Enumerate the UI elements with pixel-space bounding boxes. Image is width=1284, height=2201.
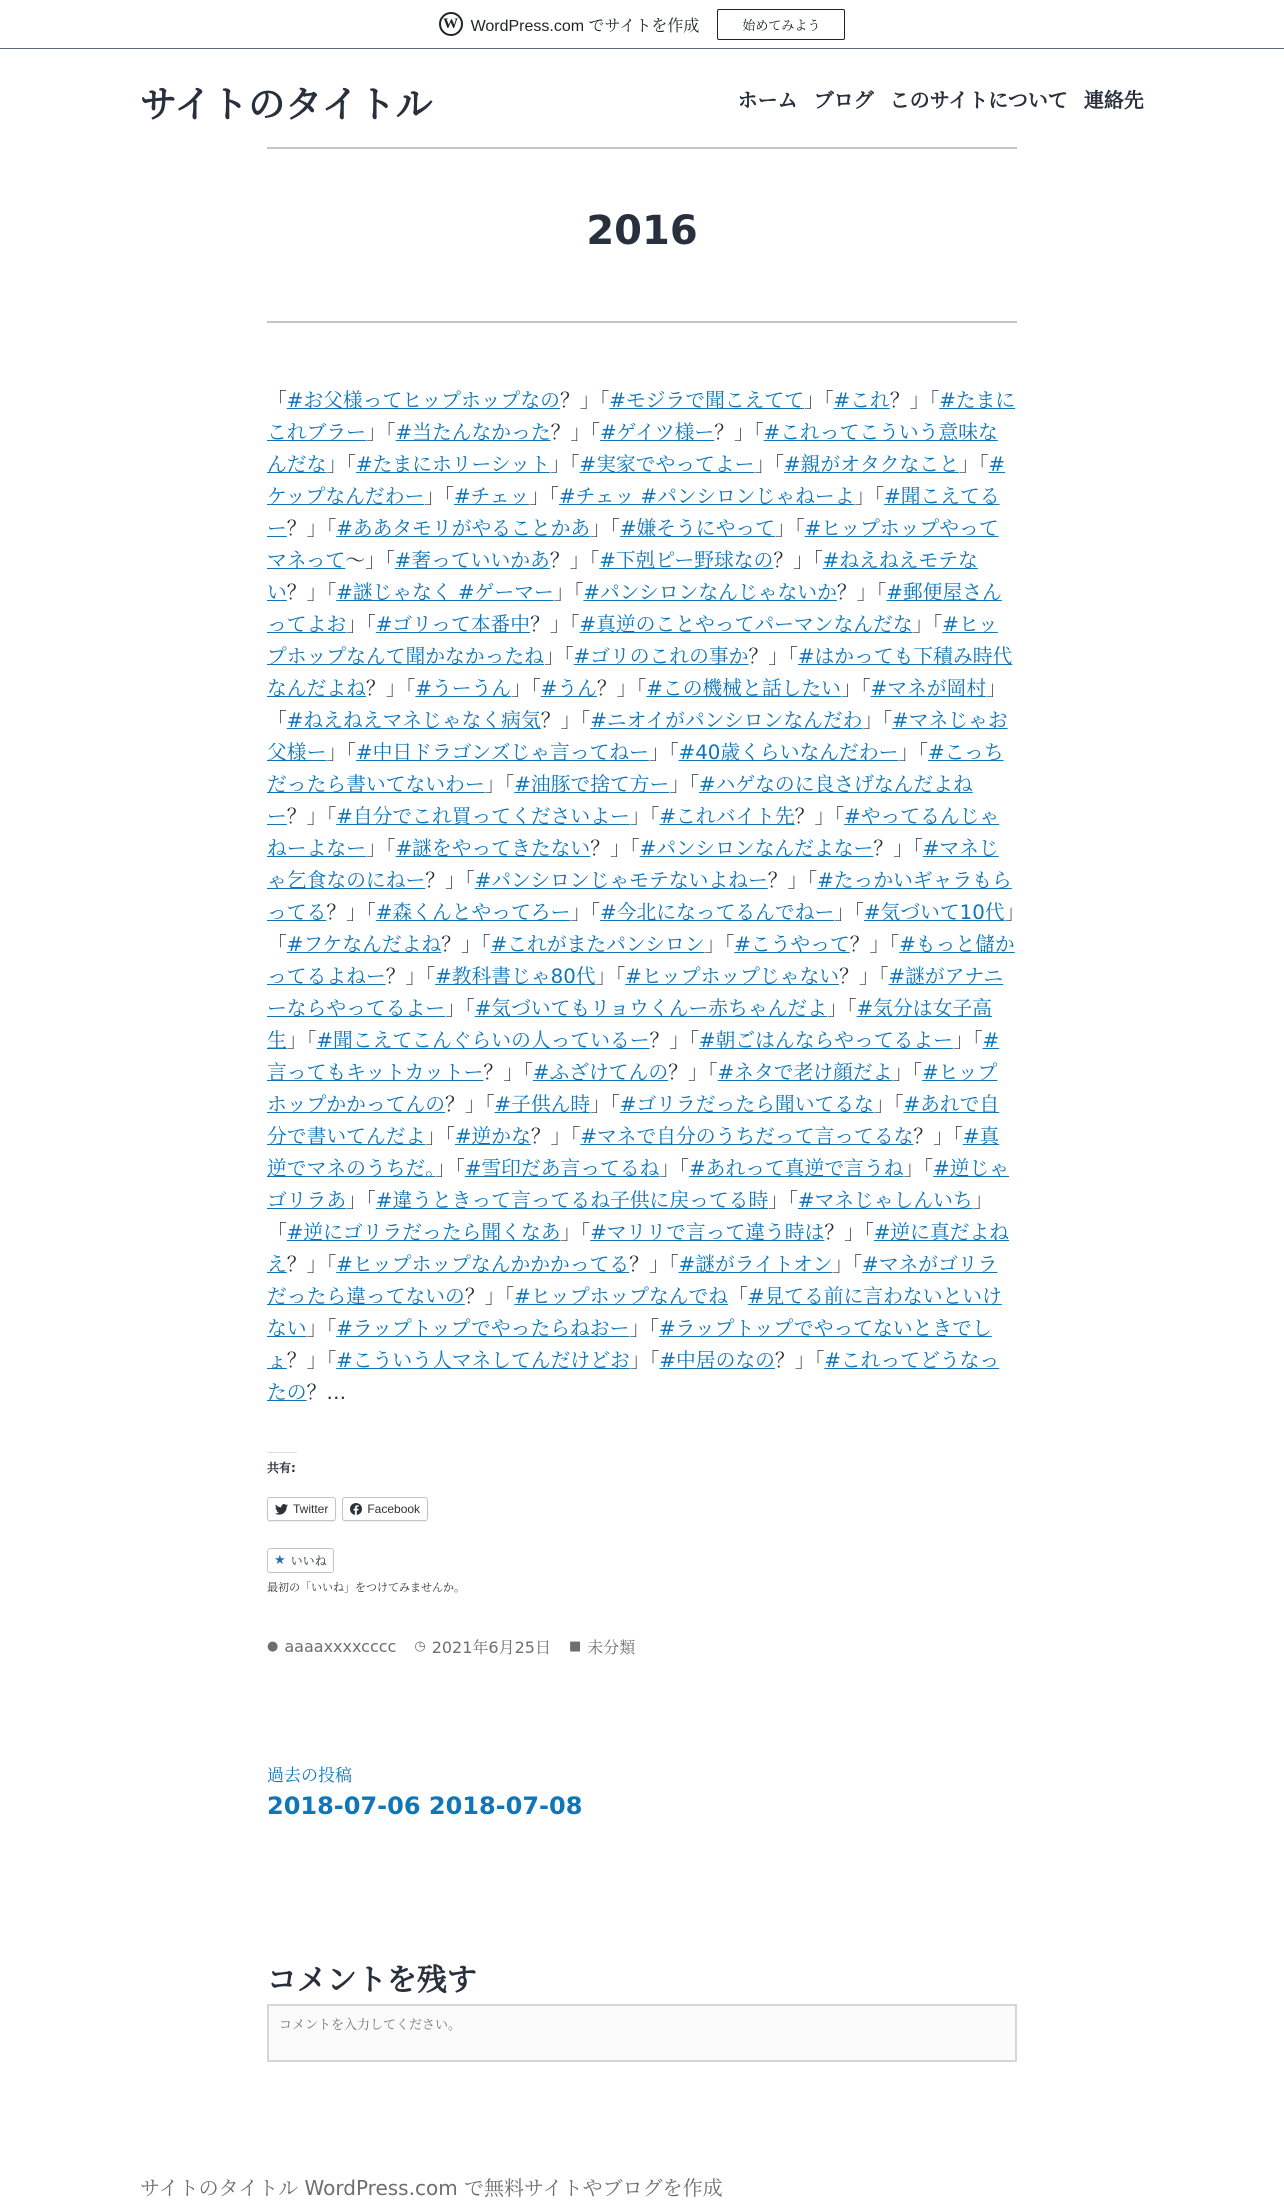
get-started-button[interactable]: 始めてみよう <box>717 9 845 40</box>
entry-text: 」「 <box>704 933 735 956</box>
entry-text: 」「 <box>425 1125 455 1148</box>
hashtag-link[interactable]: #下剋ピー野球なの <box>599 549 774 572</box>
entry-text: 「 <box>267 389 287 412</box>
entry-text: 」「 <box>754 453 785 476</box>
hashtag-link[interactable]: #ねえねえマネじゃなく病気 <box>286 709 541 732</box>
entry-text: 」「 <box>768 1189 798 1212</box>
entry-text: 」「 <box>912 613 943 636</box>
entry-text: ？」「 <box>913 1125 963 1148</box>
hashtag-link[interactable]: #逆じゃゴリラあ <box>267 1157 1010 1212</box>
hashtag-link[interactable]: #チェッ <box>453 485 530 508</box>
entry-text: 」「 <box>424 485 454 508</box>
entry-text: 」「 <box>484 773 515 796</box>
hashtag-link[interactable]: #これってこういう意味なんだな <box>267 421 998 476</box>
entry-text: 」「 <box>898 741 929 764</box>
hashtag-link[interactable]: #逆に真だよねえ <box>267 1221 1010 1276</box>
hashtag-link[interactable]: #謎がライトオン <box>678 1253 833 1276</box>
hashtag-link[interactable]: #もっと儲かってるよねー <box>267 933 1015 988</box>
hashtag-link[interactable]: #森くんとやってろー <box>375 901 571 924</box>
star-icon: ★ <box>274 1553 286 1568</box>
entry-text: ？」「 <box>550 421 601 444</box>
like-note: 最初の「いいね」をつけてみませんか。 <box>267 1581 465 1594</box>
hashtag-link[interactable]: #ゲイツ様ー <box>600 421 715 444</box>
hashtag-link[interactable]: #謎じゃなく #ゲーマー <box>336 581 554 604</box>
hashtag-link[interactable]: #見てる前に言わないといけない <box>267 1285 1002 1340</box>
nav-item-about[interactable]: このサイトについて <box>889 88 1068 112</box>
hashtag-link[interactable]: #ヒップホップじゃない <box>625 965 840 988</box>
hashtag-link[interactable]: #雪印だあ言ってるね <box>464 1157 660 1180</box>
entry-text: ？」「 <box>445 1093 495 1116</box>
person-icon: ● <box>267 1639 279 1654</box>
entry-text: ？」「 <box>748 645 798 668</box>
share-twitter-label: Twitter <box>293 1502 329 1516</box>
share-facebook-label: Facebook <box>367 1502 421 1516</box>
hashtag-link[interactable]: #ケップなんだわー <box>267 453 1006 508</box>
hashtag-link[interactable]: #マネじゃお父様ー <box>267 709 1008 764</box>
hashtag-link[interactable]: #パンシロンなんじゃないか <box>583 581 837 604</box>
hashtag-link[interactable]: #聞こえてるー <box>267 485 1000 540</box>
hashtag-link[interactable]: #チェッ #パンシロンじゃねーよ <box>558 485 855 508</box>
hashtag-link[interactable]: #ヒップホップなんかかかってる <box>336 1253 630 1276</box>
category-link[interactable]: 未分類 <box>587 1638 636 1657</box>
entry-text: ？」「 <box>794 805 845 828</box>
hashtag-link[interactable]: #当たんなかった <box>395 421 551 444</box>
hashtag-link[interactable]: #モジラで聞こえてて <box>609 389 804 412</box>
entry-text: ？」「 <box>483 1061 533 1084</box>
hashtag-link[interactable]: #ゴリのこれの事か <box>573 645 749 668</box>
wordpress-logo-icon: W <box>439 12 463 36</box>
hashtag-link[interactable]: #油豚で捨て方ー <box>514 773 670 796</box>
primary-nav <box>738 84 1144 113</box>
entry-text: ？… <box>306 1381 347 1404</box>
entry-text: 」「 <box>365 837 396 860</box>
hashtag-link[interactable]: #ヒップホップかかってんの <box>267 1061 998 1116</box>
entry-text: ？」「 <box>714 421 764 444</box>
entry-text: 」「 <box>346 613 376 636</box>
nav-item-contact[interactable]: 連絡先 <box>1084 88 1144 112</box>
entry-text: 」「 <box>553 581 584 604</box>
entry-text: ？」「 <box>530 1125 581 1148</box>
entry-text: 」「 <box>629 805 660 828</box>
hashtag-link[interactable]: #子供ん時 <box>494 1093 591 1116</box>
entry-text: ？」「 <box>824 1221 874 1244</box>
hashtag-link[interactable]: #逆かな <box>454 1125 531 1148</box>
entry-text: ～」「 <box>345 549 395 572</box>
hashtag-link[interactable]: #ヒップホップなんて聞かなかったね <box>267 613 998 668</box>
entry-text: ？」「 <box>286 1349 337 1372</box>
entry-text: 」「 <box>529 485 559 508</box>
wordpress-bar <box>0 0 1284 49</box>
entry-text: ？」「 <box>530 613 580 636</box>
hashtag-link[interactable]: #聞こえてこんぐらいの人っているー <box>316 1029 650 1052</box>
clock-icon: ◷ <box>414 1639 426 1654</box>
hashtag-link[interactable]: #こうやって <box>734 933 850 956</box>
meta-author <box>267 1635 396 1658</box>
entry-text: 」「 <box>570 901 601 924</box>
entry-text: ？」「 <box>767 869 818 892</box>
entry-text: 」「 <box>648 741 679 764</box>
hashtag-link[interactable]: #親がオタクなこと <box>784 453 959 476</box>
hashtag-link[interactable]: #マネが岡村 <box>870 677 987 700</box>
author-link[interactable]: aaaaxxxxcccc <box>284 1637 397 1656</box>
entry-meta <box>267 1635 635 1658</box>
hashtag-link[interactable]: #ねえねえモテない <box>267 549 978 604</box>
hashtag-link[interactable]: #あれって真逆で言うね <box>689 1157 904 1180</box>
hashtag-link[interactable]: #パンシロンじゃモテないよねー <box>474 869 768 892</box>
entry-text: ？」「 <box>441 933 491 956</box>
hashtag-link[interactable]: #謎がアナニーならやってるよー <box>267 965 1004 1020</box>
share-title: 共有: <box>267 1452 297 1476</box>
entry-text: 」「 <box>862 709 893 732</box>
hashtag-link[interactable]: #マネがゴリラだったら違ってないの <box>267 1253 998 1308</box>
entry-text: 」「 <box>445 997 475 1020</box>
entry-text: 」「 <box>832 1253 863 1276</box>
hashtag-link[interactable]: #お父様ってヒップホップなの <box>286 389 560 412</box>
hashtag-link[interactable]: #言ってもキットカットー <box>267 1029 1000 1084</box>
entry-text: ？」「 <box>773 549 823 572</box>
entry-text: ？」「 <box>629 1253 679 1276</box>
entry-text: 」「 <box>511 677 541 700</box>
entry-text: 」「 <box>560 1221 591 1244</box>
share-facebook-button[interactable] <box>342 1497 428 1521</box>
divider-bottom <box>267 321 1017 323</box>
nav-item-home[interactable]: ホーム <box>737 88 798 112</box>
entry-content <box>267 385 1017 1409</box>
entry-text: ？」「 <box>425 869 475 892</box>
hashtag-link[interactable]: #ヒップホップやってマネって <box>267 517 999 572</box>
wordpress-brand-text: WordPress.com でサイトを作成 <box>470 17 700 35</box>
hashtag-link[interactable]: #中日ドラゴンズじゃ言ってねー <box>356 741 649 764</box>
hashtag-link[interactable]: #うーうん <box>415 677 512 700</box>
meta-category <box>569 1635 635 1658</box>
hashtag-link[interactable]: #ハゲなのに良さげなんだよねー <box>267 773 973 828</box>
nav-item-blog[interactable]: ブログ <box>813 88 874 112</box>
date-link[interactable]: 2021年6月25日 <box>431 1638 551 1657</box>
hashtag-link[interactable]: #自分でこれ買ってくださいよー <box>336 805 630 828</box>
previous-post-label[interactable]: 過去の投稿 <box>267 1766 352 1786</box>
hashtag-link[interactable]: #これバイト先 <box>659 805 795 828</box>
entry-text: 」「 <box>267 1189 993 1244</box>
hashtag-link[interactable]: #奢っていいかあ <box>394 549 550 572</box>
hashtag-link[interactable]: #こっちだったら書いてないわー <box>267 741 1004 796</box>
hashtag-link[interactable]: #違うときって言ってるね子供に戻ってる時 <box>375 1189 769 1212</box>
hashtag-link[interactable]: #たっかいギャラもらってる <box>267 869 1012 924</box>
hashtag-link[interactable]: #真逆のことやってパーマンなんだな <box>579 613 913 636</box>
hashtag-link[interactable]: #謎をやってきたない <box>395 837 591 860</box>
hashtag-link[interactable]: #フケなんだよね <box>286 933 442 956</box>
hashtag-link[interactable]: #逆にゴリラだったら聞くなあ <box>286 1221 561 1244</box>
entry-text: 」「 <box>629 1317 660 1340</box>
hashtag-link[interactable]: #郵便屋さんってよお <box>267 581 1002 636</box>
entry-text: 」「 <box>543 645 574 668</box>
page-title: 2016 <box>586 208 698 254</box>
hashtag-link[interactable]: #マネで自分のうちだって言ってるな <box>580 1125 914 1148</box>
hashtag-link[interactable]: #ヒップホップなんでね <box>514 1285 729 1308</box>
entry-text: 「 <box>728 1285 748 1308</box>
hashtag-link[interactable]: #うん <box>540 677 597 700</box>
entry-text: ？」「 <box>326 901 376 924</box>
entry-text: ？」「 <box>365 677 416 700</box>
entry-text: 」「 <box>267 677 1006 732</box>
hashtag-link[interactable]: #この機械と話したい <box>646 677 841 700</box>
hashtag-link[interactable]: #ゴリラだったら聞いてるな <box>619 1093 874 1116</box>
meta-date <box>414 1635 551 1658</box>
entry-text: ？」「 <box>889 389 940 412</box>
hashtag-link[interactable]: #朝ごはんならやってるよー <box>699 1029 953 1052</box>
entry-text: 」「 <box>326 741 357 764</box>
hashtag-link[interactable]: #たまにホリーシット <box>356 453 550 476</box>
entry-text: ？」「 <box>286 1253 337 1276</box>
entry-text: 」「 <box>365 421 396 444</box>
entry-text: 」「 <box>306 1317 337 1340</box>
hashtag-link[interactable]: #マネじゃしんいち <box>797 1189 973 1212</box>
facebook-icon <box>350 1503 362 1515</box>
entry-text: 」「 <box>834 901 864 924</box>
hashtag-link[interactable]: #ああタモリがやることかあ <box>336 517 591 540</box>
folder-icon: ■ <box>568 1639 582 1654</box>
like-label: いいね <box>290 1554 327 1568</box>
entry-text: 」「 <box>854 485 885 508</box>
comment-input[interactable] <box>267 2004 1017 2062</box>
entry-text: ？」「 <box>668 1061 718 1084</box>
hashtag-link[interactable]: #こういう人マネしてんだけどお <box>336 1349 630 1372</box>
entry-text: ？」「 <box>774 1349 825 1372</box>
entry-text: 」「 <box>958 453 989 476</box>
entry-text: 」「 <box>826 997 857 1020</box>
hashtag-link[interactable]: #あれで自分で書いてんだよ <box>267 1093 1000 1148</box>
entry-text: ？」「 <box>873 837 923 860</box>
entry-text: 」「 <box>892 1061 923 1084</box>
entry-text: 」「 <box>903 1157 934 1180</box>
entry-text: 」「 <box>629 1349 660 1372</box>
entry-text: ？」「 <box>559 389 610 412</box>
entry-text: 」「 <box>435 1157 465 1180</box>
hashtag-link[interactable]: #ネタで老け顔だよ <box>717 1061 893 1084</box>
entry-text: ？」「 <box>849 933 900 956</box>
hashtag-link[interactable]: #気分は女子高生 <box>267 997 992 1052</box>
site-footer: サイトのタイトル WordPress.com で無料サイトやブログを作成 <box>140 2176 723 2200</box>
entry-text: 」「 <box>346 1189 376 1212</box>
entry-text: 」「 <box>669 773 699 796</box>
entry-text: ？」「 <box>286 581 337 604</box>
entry-text: 」「 <box>326 453 357 476</box>
hashtag-link[interactable]: #嫌そうにやって <box>619 517 775 540</box>
hashtag-link[interactable]: #たまにこれブラー <box>267 389 1016 444</box>
entry-text: ？」「 <box>836 581 887 604</box>
hashtag-link[interactable]: #はかっても下積み時代なんだよね <box>267 645 1013 700</box>
comment-heading: コメントを残す <box>267 1963 477 1998</box>
entry-text: 」「 <box>804 389 834 412</box>
hashtag-link[interactable]: #40歳くらいなんだわー <box>678 741 899 764</box>
hashtag-link[interactable]: #教科書じゃ80代 <box>435 965 596 988</box>
entry-text: 」「 <box>774 517 805 540</box>
entry-text: 」「 <box>595 965 626 988</box>
entry-text: ？」「 <box>385 965 436 988</box>
previous-post-link[interactable]: 2018-07-06 2018-07-08 <box>267 1792 583 1820</box>
entry-text: ？」「 <box>549 549 600 572</box>
entry-text: ？」「 <box>540 709 591 732</box>
entry-text: ？」「 <box>464 1285 515 1308</box>
entry-text: 」「 <box>659 1157 690 1180</box>
entry-text: 」「 <box>840 677 871 700</box>
hashtag-link[interactable]: #実家でやってよー <box>579 453 755 476</box>
entry-text: ？」「 <box>649 1029 699 1052</box>
divider-top <box>267 147 1017 149</box>
entry-text: 」「 <box>873 1093 904 1116</box>
share-buttons <box>267 1497 428 1521</box>
hashtag-link[interactable]: #これ <box>833 389 890 412</box>
wordpress-brand-link[interactable] <box>439 12 700 36</box>
entry-text: ？」「 <box>839 965 889 988</box>
hashtag-link[interactable]: #中居のなの <box>659 1349 775 1372</box>
entry-text: ？」「 <box>596 677 647 700</box>
hashtag-link[interactable]: #気づいてもリョウくんー赤ちゃんだよ <box>474 997 827 1020</box>
hashtag-link[interactable]: #マネじゃ乞食なのにねー <box>267 837 999 892</box>
hashtag-link[interactable]: #ゴリって本番中 <box>375 613 531 636</box>
like-button[interactable] <box>267 1548 334 1573</box>
hashtag-link[interactable]: #ふざけてんの <box>532 1061 669 1084</box>
share-twitter-button[interactable] <box>267 1497 336 1521</box>
hashtag-link[interactable]: #今北になってるんでねー <box>600 901 835 924</box>
hashtag-link[interactable]: #パンシロンなんだよなー <box>639 837 874 860</box>
hashtag-link[interactable]: #これがまたパンシロン <box>490 933 705 956</box>
entry-text: 」「 <box>267 901 1015 956</box>
hashtag-link[interactable]: #真逆でマネのうちだ。 <box>267 1125 1000 1180</box>
entry-text: 」「 <box>590 517 620 540</box>
entry-text: 」「 <box>549 453 580 476</box>
hashtag-link[interactable]: #ニオイがパンシロンなんだわ <box>590 709 863 732</box>
entry-text: ？」「 <box>286 805 337 828</box>
hashtag-link[interactable]: #ラップトップでやってないときでしょ <box>267 1317 992 1372</box>
entry-text: ？」「 <box>286 517 337 540</box>
site-title[interactable]: サイトのタイトル <box>140 83 433 126</box>
hashtag-link[interactable]: #これってどうなったの <box>267 1349 1000 1404</box>
hashtag-link[interactable]: #マリリで言って違う時は <box>590 1221 825 1244</box>
entry-text: 」「 <box>590 1093 620 1116</box>
entry-text: 」「 <box>286 1029 317 1052</box>
hashtag-link[interactable]: #やってるんじゃねーよなー <box>267 805 1000 860</box>
hashtag-link[interactable]: #ラップトップでやったらねおー <box>336 1317 630 1340</box>
twitter-icon <box>275 1504 288 1515</box>
entry-text: 」「 <box>952 1029 983 1052</box>
hashtag-link[interactable]: #気づいて10代 <box>863 901 1005 924</box>
entry-text: ？」「 <box>590 837 640 860</box>
